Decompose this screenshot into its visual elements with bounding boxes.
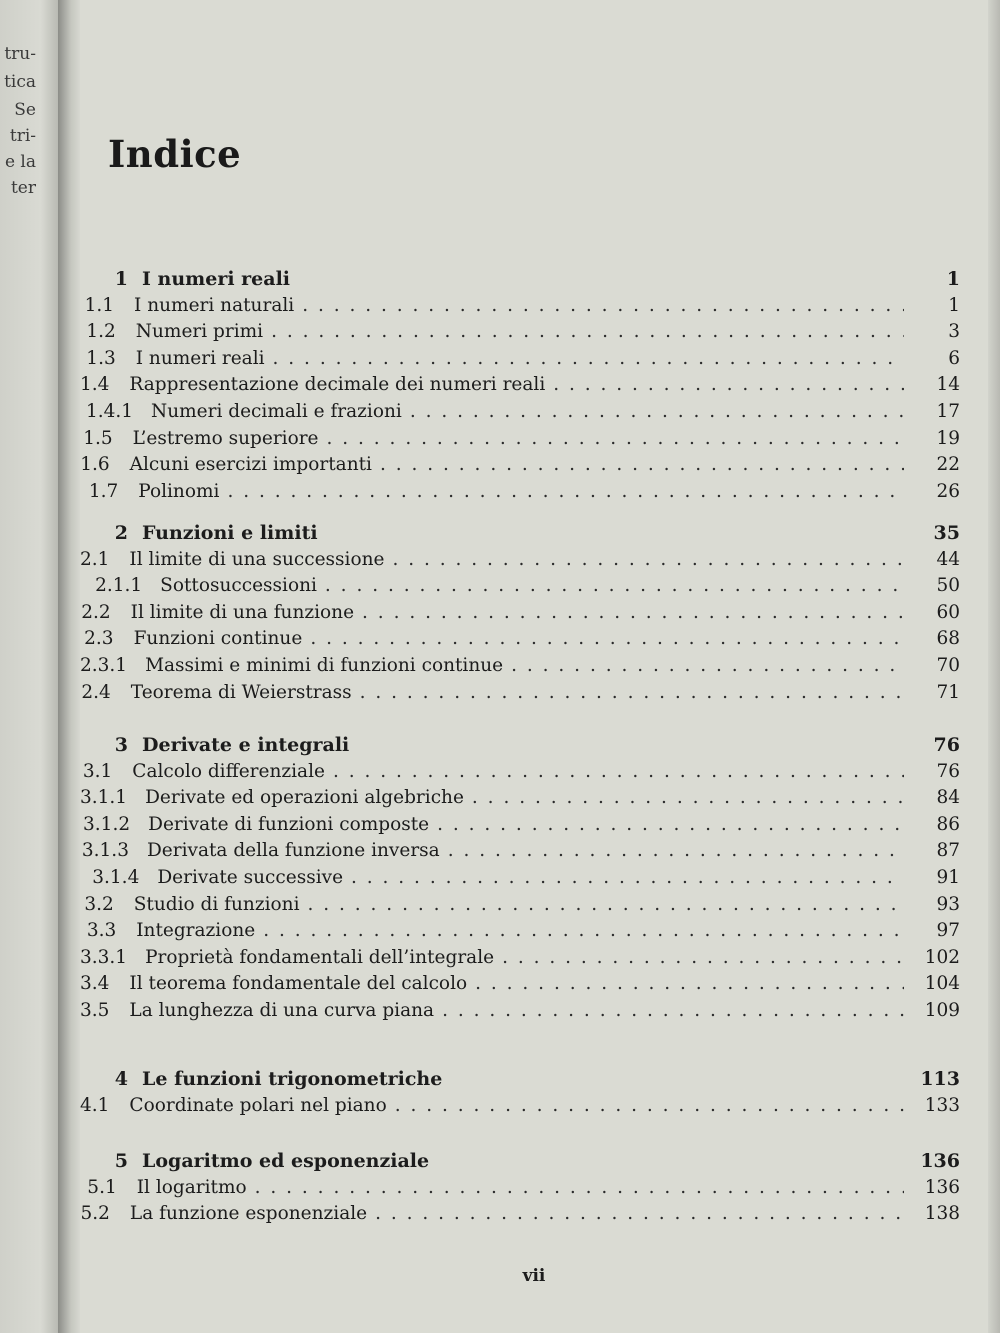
dot-leader	[255, 1177, 904, 1198]
entry-page: 71	[936, 681, 960, 703]
entry-title: Numeri decimali e frazioni	[151, 401, 402, 422]
dot-leader	[392, 549, 904, 570]
entry-page: 70	[936, 655, 960, 676]
dot-leader	[442, 1000, 904, 1021]
entry-page: 97	[936, 920, 960, 942]
dot-leader	[475, 973, 904, 994]
toc-chapter	[80, 1150, 960, 1174]
toc-section	[80, 454, 960, 478]
entry-page: 86	[936, 813, 960, 835]
toc-subsection	[80, 655, 960, 679]
entry-title: L’estremo superiore	[132, 427, 319, 449]
toc-section	[80, 481, 960, 505]
toc-section	[80, 1095, 960, 1119]
entry-page: 1	[948, 294, 960, 316]
entry-page: 26	[936, 480, 960, 502]
entry-number: 3.5	[80, 1000, 110, 1021]
dot-leader	[380, 454, 904, 475]
dot-leader	[325, 575, 904, 596]
chapter-page: 136	[920, 1150, 960, 1172]
toc-section	[80, 428, 960, 452]
toc-section	[80, 628, 960, 652]
entry-number: 3.3	[86, 920, 117, 942]
entry-title: Funzioni continue	[133, 628, 303, 650]
dot-leader	[375, 1203, 904, 1224]
chapter-number: 3	[114, 734, 128, 756]
dot-leader	[302, 295, 904, 316]
left-page-fragment: Se	[14, 100, 36, 120]
entry-title: La lunghezza di una curva piana	[129, 1000, 435, 1021]
dot-leader	[333, 761, 904, 782]
toc-subsection	[80, 575, 960, 599]
entry-number: 5.1	[87, 1176, 117, 1198]
chapter-page: 35	[933, 522, 960, 544]
chapter-number: 5	[114, 1150, 128, 1172]
entry-page: 104	[924, 973, 960, 995]
chapter-title: Le funzioni trigonometriche	[142, 1068, 443, 1090]
dot-leader	[310, 628, 904, 649]
page-number: vii	[522, 1266, 546, 1286]
entry-title: Il limite di una funzione	[130, 601, 355, 623]
toc-section	[80, 973, 960, 997]
entry-page: 136	[924, 1176, 960, 1198]
entry-page: 22	[936, 454, 960, 476]
dot-leader	[271, 321, 904, 342]
entry-number: 3.1.3	[81, 840, 129, 862]
toc-section	[80, 761, 960, 785]
entry-page: 19	[936, 427, 960, 449]
toc-subsection	[80, 947, 960, 971]
entry-title: Polinomi	[138, 480, 220, 502]
entry-title: Derivata della funzione inversa	[146, 840, 440, 862]
entry-number: 1.4.1	[85, 401, 134, 422]
entry-title: Alcuni esercizi importanti	[129, 454, 372, 476]
entry-number: 1.6	[80, 454, 110, 476]
entry-title: Derivate ed operazioni algebriche	[145, 787, 464, 809]
entry-number: 1.7	[88, 480, 119, 502]
chapter-page: 76	[933, 734, 960, 756]
chapter-title: Funzioni e limiti	[142, 522, 318, 544]
entry-number: 1.3	[86, 347, 116, 369]
dot-leader	[553, 374, 904, 395]
toc-section	[80, 894, 960, 918]
entry-number: 3.1.4	[92, 867, 140, 888]
entry-number: 1.5	[83, 427, 113, 449]
entry-page: 60	[936, 601, 960, 623]
entry-page: 93	[936, 893, 960, 915]
dot-leader	[308, 894, 905, 915]
entry-title: I numeri naturali	[134, 294, 295, 316]
entry-number: 2.1.1	[95, 575, 143, 597]
entry-title: Integrazione	[136, 920, 256, 942]
entry-title: Studio di funzioni	[133, 893, 300, 915]
entry-page: 138	[924, 1203, 960, 1225]
chapter-page: 113	[920, 1068, 960, 1090]
toc-chapter	[80, 734, 960, 758]
entry-page: 84	[936, 787, 960, 809]
toc-subsection	[80, 867, 960, 891]
chapter-title: Derivate e integrali	[142, 734, 350, 756]
right-page-edge	[988, 0, 1000, 1333]
chapter-title: Logaritmo ed esponenziale	[142, 1150, 430, 1172]
entry-page: 109	[924, 1000, 960, 1021]
entry-page: 44	[936, 548, 960, 570]
page-title: Indice	[108, 132, 242, 176]
entry-page: 14	[936, 374, 960, 396]
chapter-number: 4	[114, 1068, 128, 1090]
left-page-fragment: e la	[4, 152, 36, 172]
left-page-fragment: tica	[4, 72, 36, 92]
toc-section	[80, 920, 960, 944]
toc-section	[80, 374, 960, 398]
left-page-edge	[0, 0, 58, 1333]
entry-page: 17	[936, 401, 960, 422]
left-page-fragment: tri-	[9, 126, 36, 146]
entry-number: 2.4	[81, 681, 111, 703]
dot-leader	[360, 682, 904, 703]
entry-page: 68	[936, 628, 960, 650]
entry-number: 2.3	[84, 628, 114, 650]
dot-leader	[502, 947, 904, 968]
toc-section	[80, 348, 960, 372]
toc-page	[80, 0, 988, 1333]
entry-number: 5.2	[80, 1203, 110, 1225]
chapter-number: 1	[114, 268, 128, 290]
entry-number: 3.4	[80, 973, 110, 995]
left-page-fragment: tru-	[4, 44, 36, 64]
entry-number: 3.1.1	[80, 787, 128, 809]
toc-section	[80, 1177, 960, 1201]
entry-title: Rappresentazione decimale dei numeri reali	[129, 374, 546, 396]
dot-leader	[472, 787, 904, 808]
toc-section	[80, 295, 960, 319]
entry-title: Sottosuccessioni	[160, 575, 317, 597]
entry-number: 2.1	[80, 548, 110, 570]
toc-section	[80, 602, 960, 626]
dot-leader	[351, 867, 904, 888]
chapter-page: 1	[946, 268, 960, 290]
chapter-number: 2	[114, 522, 128, 544]
toc-section	[80, 1203, 960, 1227]
entry-number: 2.2	[81, 601, 111, 623]
book-gutter	[58, 0, 80, 1333]
entry-title: Coordinate polari nel piano	[129, 1094, 387, 1116]
entry-title: Il logaritmo	[136, 1176, 247, 1198]
toc-subsection	[80, 814, 960, 838]
dot-leader	[327, 428, 904, 449]
entry-page: 91	[936, 867, 960, 888]
dot-leader	[395, 1095, 904, 1116]
entry-number: 3.3.1	[80, 946, 128, 968]
toc-section	[80, 321, 960, 345]
entry-page: 6	[948, 347, 960, 369]
entry-title: Derivate successive	[157, 867, 344, 888]
entry-number: 1.4	[80, 374, 110, 396]
toc-chapter	[80, 522, 960, 546]
entry-title: Massimi e minimi di funzioni continue	[145, 655, 504, 676]
entry-title: I numeri reali	[135, 347, 265, 369]
dot-leader	[410, 401, 904, 422]
entry-title: Il limite di una successione	[129, 548, 385, 570]
toc-section	[80, 682, 960, 706]
entry-page: 87	[936, 840, 960, 862]
entry-page: 133	[924, 1094, 960, 1116]
toc-chapter	[80, 1068, 960, 1092]
entry-number: 2.3.1	[80, 655, 128, 676]
dot-leader	[273, 348, 904, 369]
dot-leader	[437, 814, 904, 835]
entry-title: Numeri primi	[135, 321, 264, 343]
left-page-fragment: ter	[10, 178, 36, 198]
entry-page: 76	[936, 760, 960, 782]
entry-number: 4.1	[80, 1094, 110, 1116]
dot-leader	[362, 602, 904, 623]
dot-leader	[511, 655, 904, 676]
toc-subsection	[80, 840, 960, 864]
dot-leader	[448, 840, 904, 861]
entry-number: 3.1	[82, 760, 113, 782]
entry-number: 3.1.2	[83, 813, 131, 835]
dot-leader	[263, 920, 904, 941]
entry-title: Proprietà fondamentali dell’integrale	[145, 946, 495, 968]
toc-chapter	[80, 268, 960, 292]
entry-number: 1.1	[84, 294, 115, 316]
entry-page: 102	[924, 946, 960, 968]
chapter-title: I numeri reali	[142, 268, 291, 290]
entry-number: 1.2	[86, 321, 116, 343]
entry-title: Il teorema fondamentale del calcolo	[129, 973, 468, 995]
entry-title: Teorema di Weierstrass	[130, 681, 352, 703]
toc-subsection	[80, 787, 960, 811]
entry-title: Calcolo differenziale	[132, 760, 325, 782]
entry-number: 3.2	[84, 893, 114, 915]
entry-page: 50	[936, 575, 960, 597]
entry-title: Derivate di funzioni composte	[148, 813, 430, 835]
toc-subsection	[80, 401, 960, 425]
entry-page: 3	[948, 321, 960, 343]
entry-title: La funzione esponenziale	[129, 1203, 368, 1225]
toc-section	[80, 549, 960, 573]
dot-leader	[227, 481, 904, 502]
toc-section	[80, 1000, 960, 1024]
